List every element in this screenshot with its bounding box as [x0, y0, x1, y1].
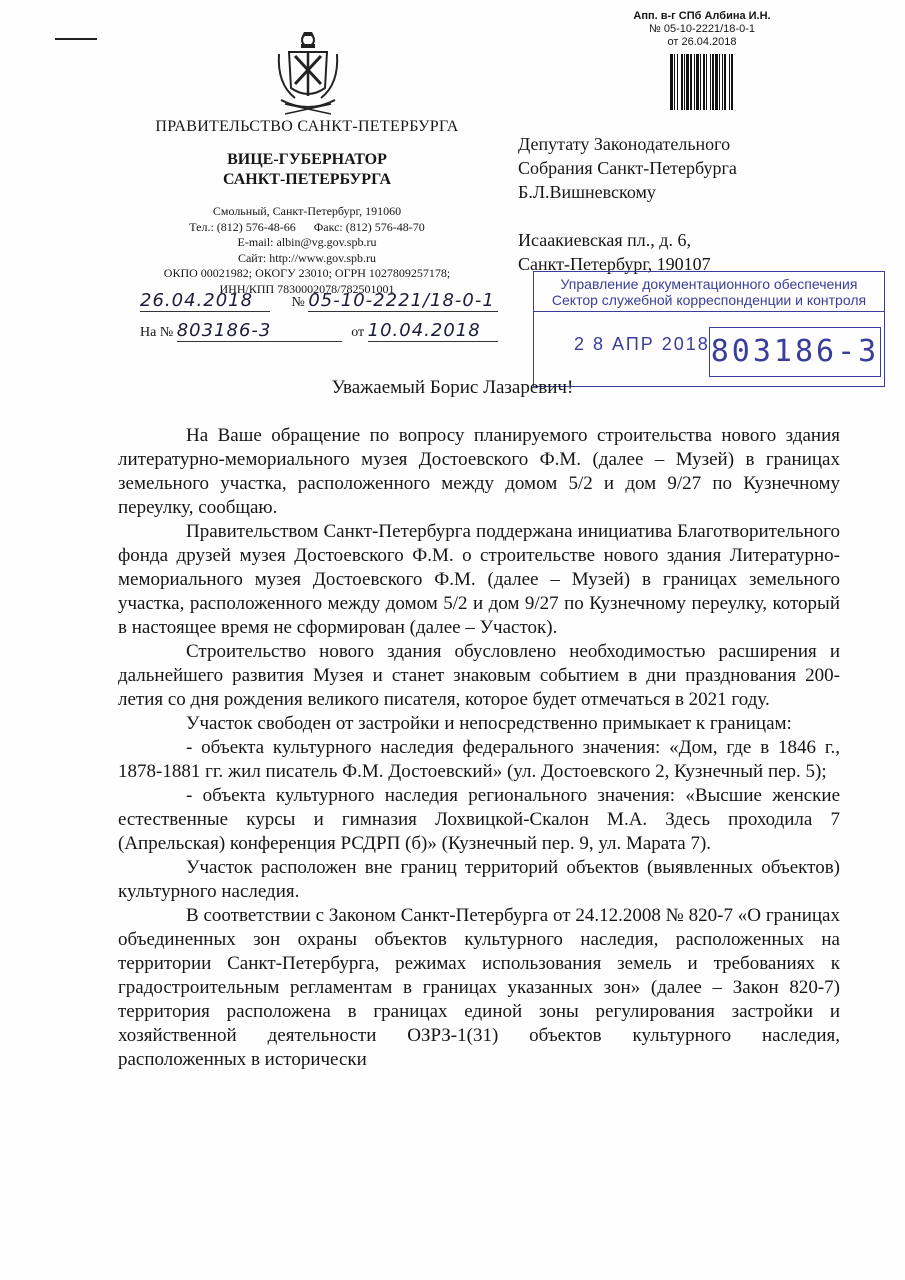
number-label: №: [291, 295, 305, 310]
paragraph: Строительство нового здания обусловлено необходимостью расширения и дальнейшего развития Музея и станет знаковым событием в дни празднования 200-летия со дня рождения великого писателя, которое будет отмечаться в 2021 году.: [118, 641, 840, 710]
barcode: [626, 54, 778, 110]
salutation: Уважаемый Борис Лазаревич!: [331, 377, 574, 398]
addressee-block: [518, 132, 737, 204]
vice-governor-line-1: ВИЦЕ-ГУБЕРНАТОР: [227, 151, 387, 168]
phone-fax: Тел.: (812) 576-48-66 Факс: (812) 576-48-70: [189, 219, 425, 234]
sticker-line-1: Апп. в-г СПб Албина И.Н.: [633, 10, 771, 22]
paragraph: Участок расположен вне границ территорий объектов (выявленных объектов) культурного наследия.: [118, 857, 840, 902]
paragraph: В соответствии с Законом Санкт-Петербурга от 24.12.2008 № 820-7 «О границах объединенных зон охраны объектов культурного наследия, расположенных на территории Санкт-Петербурга, режимах использования земель и требованиях к градостроительным регламентам в границах указанных зон» (далее – Закон 820-7) территория расположена в границах единой зоны регулирования застройки и хозяйственной деятельности ОЗРЗ-1(31) объектов культурного наследия, расположенных в исторически: [118, 905, 840, 1070]
letter-body: [118, 424, 840, 1072]
barcode-bar: [733, 54, 734, 110]
ref-label: На №: [140, 325, 174, 340]
outgoing-registration: [140, 290, 498, 312]
paragraph: Правительством Санкт-Петербурга поддержана инициатива Благотворительного фонда друзей музея Достоевского Ф.М. о строительстве нового здания Литературно-мемориального музея Достоевского Ф.М. (далее – Музей) в границах земельного участка, расположенного между домом 5/2 и дом 9/27 по Кузнечному переулку, который в настоящее время не сформирован (далее – Участок).: [118, 521, 840, 638]
addressee-name: Б.Л.Вишневскому: [518, 182, 656, 202]
vice-governor-title: [152, 150, 462, 190]
incoming-reference: [140, 320, 498, 342]
paragraph: - объекта культурного наследия регионального значения: «Высшие женские естественные курсы и гимназия Лохвицкой-Скалон М.А. Здесь проходила 7 (Апрельская) конференция РСДРП (б)» (Кузнечный пер. 9, ул. Марата 7).: [118, 785, 840, 854]
address-line-2: Санкт-Петербург, 190107: [518, 254, 711, 274]
office-address: Смольный, Санкт-Петербург, 191060: [212, 204, 402, 218]
email-line: E-mail: albin@vg.gov.spb.ru: [237, 235, 377, 249]
outgoing-date: 26.04.2018: [140, 290, 270, 312]
address-line-1: Исаакиевская пл., д. 6,: [518, 230, 691, 250]
vice-governor-line-2: САНКТ-ПЕТЕРБУРГА: [222, 171, 392, 188]
org-codes: ОКПО 00021982; ОКОГУ 23010; ОГРН 1027809257178;: [163, 266, 451, 280]
stamp-number: 803186-3: [709, 327, 881, 377]
ref-date: 10.04.2018: [368, 320, 498, 342]
stamp-date: 2 8 АПР 2018: [574, 334, 710, 354]
outgoing-number: 05-10-2221/18-0-1: [308, 290, 498, 312]
stamp-line-2: Сектор служебной корреспонденции и контроля: [534, 292, 884, 312]
sticker-line-3: от 26.04.2018: [667, 36, 737, 48]
stamp-line-1: Управление документационного обеспечения: [560, 276, 858, 292]
website-line: Сайт: http://www.gov.spb.ru: [237, 250, 377, 265]
sticker-line-2: № 05-10-2221/18-0-1: [649, 23, 755, 35]
paragraph: Участок свободен от застройки и непосредственно примыкает к границам:: [186, 713, 792, 734]
from-label: от: [351, 325, 365, 340]
addressee-line-1: Депутату Законодательного: [518, 134, 731, 154]
margin-dash: [55, 38, 97, 40]
receipt-stamp: [533, 271, 885, 387]
letterhead: [152, 118, 462, 297]
paragraph: На Ваше обращение по вопросу планируемого строительства нового здания литературно-мемориального музея Достоевского Ф.М. (далее – Музей) в границах земельного участка, расположенного между домом 5/2 и дом 9/27 по Кузнечному переулку, сообщаю.: [118, 425, 840, 518]
inn-kpp: ИНН/КПП 7830002078/782501001: [219, 281, 395, 296]
addressee-address: [518, 228, 711, 276]
coat-of-arms-icon: [275, 30, 341, 118]
ref-number: 803186-3: [177, 320, 342, 342]
paragraph: - объекта культурного наследия федерального значения: «Дом, где в 1846 г., 1878-1881 гг. жил писатель Ф.М. Достоевский» (ул. Достоевского 2, Кузнечный пер. 5);: [118, 737, 840, 782]
registration-sticker: [626, 10, 778, 110]
addressee-line-2: Собрания Санкт-Петербурга: [518, 158, 737, 178]
government-name: ПРАВИТЕЛЬСТВО САНКТ-ПЕТЕРБУРГА: [155, 118, 459, 135]
contact-block: [152, 204, 462, 297]
